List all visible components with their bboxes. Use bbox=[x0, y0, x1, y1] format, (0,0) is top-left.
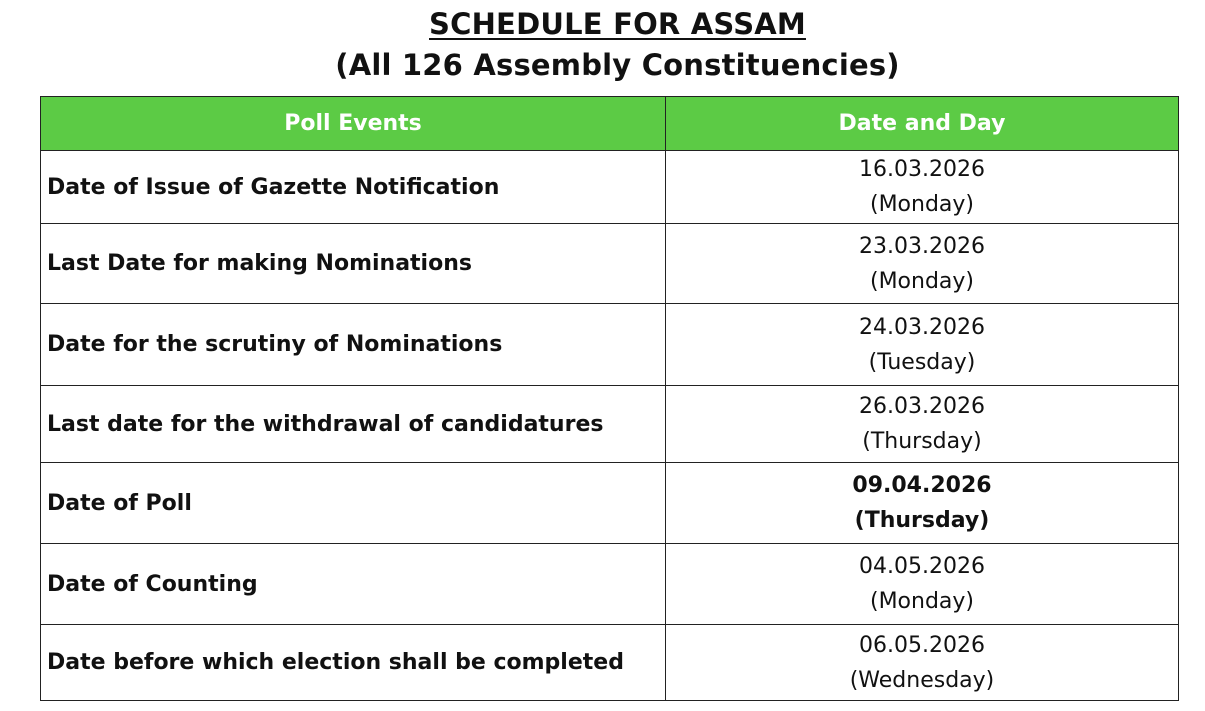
table-header-row bbox=[41, 97, 1179, 151]
event-cell: Date of Poll bbox=[41, 463, 666, 544]
date-value: 26.03.2026 bbox=[859, 394, 985, 419]
event-cell: Last date for the withdrawal of candidatures bbox=[41, 386, 666, 463]
day-value: (Monday) bbox=[869, 192, 975, 217]
table-row bbox=[41, 151, 1179, 224]
page-title: SCHEDULE FOR ASSAM bbox=[429, 7, 806, 41]
event-cell: Last Date for making Nominations bbox=[41, 224, 666, 304]
day-value: (Monday) bbox=[869, 268, 975, 294]
date-cell bbox=[666, 224, 1179, 304]
table-row bbox=[41, 304, 1179, 386]
event-cell: Date of Counting bbox=[41, 544, 666, 625]
date-cell bbox=[666, 151, 1179, 224]
date-value: 23.03.2026 bbox=[859, 233, 985, 259]
date-value: 16.03.2026 bbox=[859, 157, 985, 182]
event-cell: Date of Issue of Gazette Notification bbox=[41, 151, 666, 224]
date-value: 06.05.2026 bbox=[859, 632, 985, 658]
date-cell bbox=[666, 304, 1179, 386]
column-header-date-and-day: Date and Day bbox=[666, 97, 1179, 151]
table-row bbox=[41, 463, 1179, 544]
day-value: (Wednesday) bbox=[849, 667, 995, 693]
date-cell bbox=[666, 544, 1179, 625]
day-value: (Tuesday) bbox=[868, 349, 976, 375]
event-cell: Date before which election shall be completed bbox=[41, 625, 666, 701]
table-row bbox=[41, 224, 1179, 304]
day-value: (Monday) bbox=[869, 589, 975, 614]
date-cell bbox=[666, 386, 1179, 463]
day-value: (Thursday) bbox=[862, 429, 982, 454]
table-row bbox=[41, 544, 1179, 625]
event-cell: Date for the scrutiny of Nominations bbox=[41, 304, 666, 386]
date-cell bbox=[666, 463, 1179, 544]
date-value: 04.05.2026 bbox=[859, 554, 985, 579]
date-value: 24.03.2026 bbox=[859, 314, 985, 340]
column-header-poll-events: Poll Events bbox=[41, 97, 666, 151]
date-cell bbox=[666, 625, 1179, 701]
date-value: 09.04.2026 bbox=[852, 473, 992, 498]
day-value: (Thursday) bbox=[854, 508, 990, 533]
table-row bbox=[41, 625, 1179, 701]
page-subtitle: (All 126 Assembly Constituencies) bbox=[335, 48, 900, 82]
table-row bbox=[41, 386, 1179, 463]
schedule-table bbox=[40, 96, 1179, 701]
